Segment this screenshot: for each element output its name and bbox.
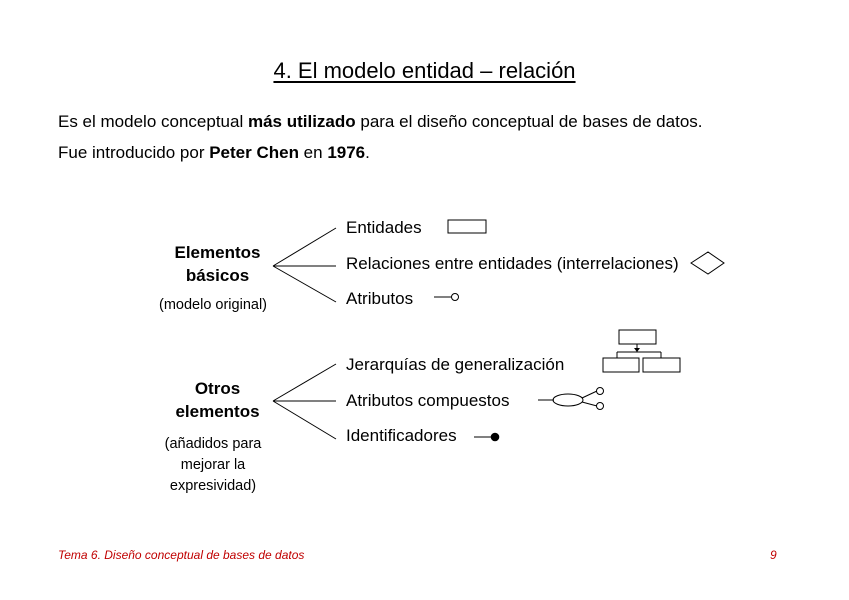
entity-rectangle-icon bbox=[446, 218, 490, 236]
generalization-hierarchy-icon bbox=[600, 328, 686, 376]
intro-text: Fue introducido por bbox=[58, 143, 210, 162]
attribute-circle-icon bbox=[432, 290, 464, 304]
other-label-line: elementos bbox=[175, 402, 260, 421]
item-identificadores: Identificadores bbox=[346, 426, 457, 445]
composite-attribute-icon bbox=[536, 385, 610, 415]
intro-text: en bbox=[298, 143, 328, 162]
other-group-note bbox=[148, 434, 278, 497]
intro-text: . bbox=[365, 143, 370, 162]
item-jerarquias: Jerarquías de generalización bbox=[346, 355, 565, 374]
intro-text: para el diseño conceptual de bases de datos. bbox=[355, 112, 703, 131]
item-relaciones: Relaciones entre entidades (interrelaciones) bbox=[346, 254, 679, 273]
basic-label-line: Elementos bbox=[174, 243, 261, 262]
item-entidades: Entidades bbox=[346, 218, 422, 237]
footer-page-number: 9 bbox=[770, 548, 777, 562]
intro-emphasis: más utilizado bbox=[247, 112, 356, 131]
other-label-line: Otros bbox=[194, 379, 241, 398]
relationship-diamond-icon bbox=[688, 249, 728, 277]
basic-group-label bbox=[160, 241, 275, 287]
footer-course-title: Tema 6. Diseño conceptual de bases de datos bbox=[58, 548, 305, 562]
basic-label-line: básicos bbox=[185, 266, 250, 285]
intro-text: Es el modelo conceptual bbox=[58, 112, 248, 131]
identifier-filled-circle-icon bbox=[472, 430, 504, 444]
year: 1976 bbox=[327, 143, 366, 162]
basic-group-note: (modelo original) bbox=[159, 297, 267, 313]
other-note-line: expresividad) bbox=[169, 478, 257, 494]
other-note-line: mejorar la bbox=[180, 457, 246, 473]
other-group-label bbox=[160, 377, 275, 423]
other-note-line: (añadidos para bbox=[164, 436, 262, 452]
author-name: Peter Chen bbox=[209, 143, 299, 162]
page-title: 4. El modelo entidad – relación bbox=[273, 58, 576, 83]
item-atributos-compuestos: Atributos compuestos bbox=[346, 391, 510, 410]
item-atributos: Atributos bbox=[346, 289, 414, 308]
